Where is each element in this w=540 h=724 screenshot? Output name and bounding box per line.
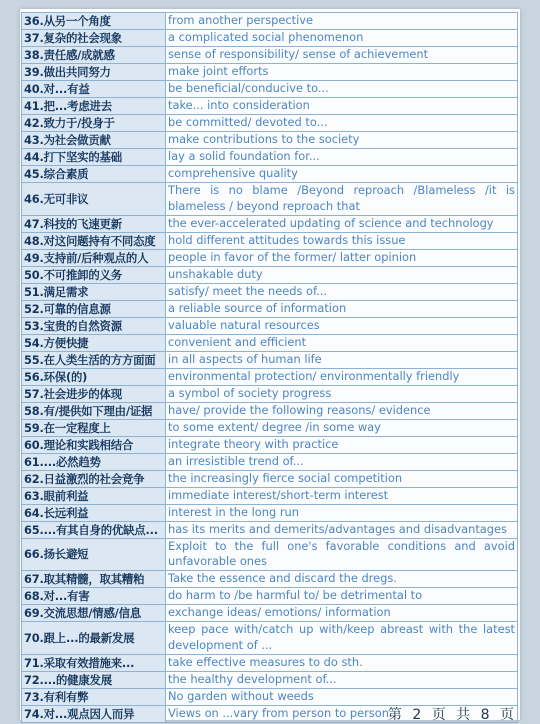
english-phrase: exchange ideas/ emotions/ information bbox=[166, 605, 518, 622]
english-phrase: No garden without weeds bbox=[166, 688, 518, 705]
table-row bbox=[22, 334, 518, 351]
english-phrase: the increasingly fierce social competition bbox=[166, 470, 518, 487]
english-phrase: Exploit to the full one's favorable conditions and avoid unfavorable ones bbox=[166, 538, 518, 571]
chinese-phrase: 63.眼前利益 bbox=[22, 487, 166, 504]
chinese-phrase: 59.在一定程度上 bbox=[22, 419, 166, 436]
table-row bbox=[22, 470, 518, 487]
english-phrase: satisfy/ meet the needs of... bbox=[166, 283, 518, 300]
english-phrase: sense of responsibility/ sense of achievement bbox=[166, 47, 518, 64]
chinese-phrase: 61....必然趋势 bbox=[22, 453, 166, 470]
chinese-phrase: 70.跟上...的最新发展 bbox=[22, 622, 166, 655]
chinese-phrase: 69.交流思想/情感/信息 bbox=[22, 605, 166, 622]
vocabulary-table-body bbox=[22, 13, 518, 723]
chinese-phrase: 54.方便快捷 bbox=[22, 334, 166, 351]
english-phrase: be beneficial/conducive to... bbox=[166, 81, 518, 98]
table-row bbox=[22, 30, 518, 47]
table-row bbox=[22, 132, 518, 149]
table-row bbox=[22, 81, 518, 98]
table-row bbox=[22, 419, 518, 436]
table-row bbox=[22, 504, 518, 521]
table-row bbox=[22, 300, 518, 317]
english-phrase: a reliable source of information bbox=[166, 300, 518, 317]
chinese-phrase: 39.做出共同努力 bbox=[22, 64, 166, 81]
chinese-phrase: 74.对...观点因人而异 bbox=[22, 705, 166, 722]
table-row bbox=[22, 64, 518, 81]
document-page bbox=[20, 9, 520, 720]
table-row bbox=[22, 487, 518, 504]
chinese-phrase: 49.支持前/后种观点的人 bbox=[22, 249, 166, 266]
english-phrase: make joint efforts bbox=[166, 64, 518, 81]
chinese-phrase: 57.社会进步的体现 bbox=[22, 385, 166, 402]
english-phrase: environmental protection/ environmentally friendly bbox=[166, 368, 518, 385]
chinese-phrase: 67.取其精髓，取其糟粕 bbox=[22, 571, 166, 588]
chinese-phrase: 45.综合素质 bbox=[22, 166, 166, 183]
english-phrase: a symbol of society progress bbox=[166, 385, 518, 402]
chinese-phrase: 58.有/提供如下理由/证据 bbox=[22, 402, 166, 419]
table-row bbox=[22, 453, 518, 470]
table-row bbox=[22, 605, 518, 622]
vocabulary-table bbox=[21, 12, 518, 723]
english-phrase: integrate theory with practice bbox=[166, 436, 518, 453]
table-row bbox=[22, 232, 518, 249]
chinese-phrase: 66.扬长避短 bbox=[22, 538, 166, 571]
table-row bbox=[22, 538, 518, 571]
chinese-phrase: 46.无可非议 bbox=[22, 183, 166, 216]
chinese-phrase: 42.致力于/投身于 bbox=[22, 115, 166, 132]
english-phrase: do harm to /be harmful to/ be detrimental to bbox=[166, 588, 518, 605]
page-indicator: 第 2 页 共 8 页 bbox=[387, 707, 517, 723]
chinese-phrase: 56.环保(的) bbox=[22, 368, 166, 385]
english-phrase: keep pace with/catch up with/keep abreast with the latest development of ... bbox=[166, 622, 518, 655]
chinese-phrase: 71.采取有效措施来... bbox=[22, 654, 166, 671]
table-row bbox=[22, 266, 518, 283]
english-phrase: the healthy development of... bbox=[166, 671, 518, 688]
chinese-phrase: 47.科技的飞速更新 bbox=[22, 215, 166, 232]
english-phrase: take... into consideration bbox=[166, 98, 518, 115]
table-row bbox=[22, 571, 518, 588]
english-phrase: interest in the long run bbox=[166, 504, 518, 521]
table-row bbox=[22, 521, 518, 538]
table-row bbox=[22, 249, 518, 266]
english-phrase: have/ provide the following reasons/ evidence bbox=[166, 402, 518, 419]
chinese-phrase: 73.有利有弊 bbox=[22, 688, 166, 705]
table-row bbox=[22, 622, 518, 655]
english-phrase: lay a solid foundation for... bbox=[166, 149, 518, 166]
english-phrase: unshakable duty bbox=[166, 266, 518, 283]
table-row bbox=[22, 385, 518, 402]
table-row bbox=[22, 47, 518, 64]
table-row bbox=[22, 13, 518, 30]
english-phrase: hold different attitudes towards this issue bbox=[166, 232, 518, 249]
chinese-phrase: 62.日益激烈的社会竞争 bbox=[22, 470, 166, 487]
english-phrase: be committed/ devoted to... bbox=[166, 115, 518, 132]
english-phrase: to some extent/ degree /in some way bbox=[166, 419, 518, 436]
english-phrase: people in favor of the former/ latter opinion bbox=[166, 249, 518, 266]
chinese-phrase: 44.打下坚实的基础 bbox=[22, 149, 166, 166]
chinese-phrase: 38.责任感/成就感 bbox=[22, 47, 166, 64]
english-phrase: the ever-accelerated updating of science and technology bbox=[166, 215, 518, 232]
chinese-phrase: 72....的健康发展 bbox=[22, 671, 166, 688]
chinese-phrase: 64.长远利益 bbox=[22, 504, 166, 521]
chinese-phrase: 52.可靠的信息源 bbox=[22, 300, 166, 317]
english-phrase: valuable natural resources bbox=[166, 317, 518, 334]
english-phrase: immediate interest/short-term interest bbox=[166, 487, 518, 504]
chinese-phrase: 41.把...考虑进去 bbox=[22, 98, 166, 115]
chinese-phrase: 53.宝贵的自然资源 bbox=[22, 317, 166, 334]
chinese-phrase: 36.从另一个角度 bbox=[22, 13, 166, 30]
chinese-phrase: 37.复杂的社会现象 bbox=[22, 30, 166, 47]
chinese-phrase: 50.不可推卸的义务 bbox=[22, 266, 166, 283]
english-phrase: Views on ...vary from person to person. bbox=[166, 705, 518, 722]
table-row bbox=[22, 588, 518, 605]
chinese-phrase: 68.对...有害 bbox=[22, 588, 166, 605]
table-row bbox=[22, 215, 518, 232]
chinese-phrase: 43.为社会做贡献 bbox=[22, 132, 166, 149]
chinese-phrase: 55.在人类生活的方方面面 bbox=[22, 351, 166, 368]
english-phrase: a complicated social phenomenon bbox=[166, 30, 518, 47]
table-row bbox=[22, 351, 518, 368]
table-row bbox=[22, 183, 518, 216]
english-phrase: an irresistible trend of... bbox=[166, 453, 518, 470]
english-phrase: comprehensive quality bbox=[166, 166, 518, 183]
english-phrase: from another perspective bbox=[166, 13, 518, 30]
chinese-phrase: 65....有其自身的优缺点... bbox=[22, 521, 166, 538]
table-row bbox=[22, 98, 518, 115]
table-row bbox=[22, 166, 518, 183]
chinese-phrase: 48.对这问题持有不同态度 bbox=[22, 232, 166, 249]
english-phrase: convenient and efficient bbox=[166, 334, 518, 351]
chinese-phrase: 51.满足需求 bbox=[22, 283, 166, 300]
english-phrase: has its merits and demerits/advantages and disadvantages bbox=[166, 521, 518, 538]
table-row bbox=[22, 402, 518, 419]
table-row bbox=[22, 283, 518, 300]
table-row bbox=[22, 115, 518, 132]
english-phrase: make contributions to the society bbox=[166, 132, 518, 149]
english-phrase: There is no blame /Beyond reproach /Blameless /it is blameless / beyond reproach that bbox=[166, 183, 518, 216]
table-row bbox=[22, 654, 518, 671]
table-row bbox=[22, 671, 518, 688]
chinese-phrase: 60.理论和实践相结合 bbox=[22, 436, 166, 453]
table-row bbox=[22, 688, 518, 705]
english-phrase: take effective measures to do sth. bbox=[166, 654, 518, 671]
table-row bbox=[22, 368, 518, 385]
chinese-phrase: 40.对...有益 bbox=[22, 81, 166, 98]
table-row bbox=[22, 317, 518, 334]
table-row bbox=[22, 436, 518, 453]
english-phrase: in all aspects of human life bbox=[166, 351, 518, 368]
english-phrase: Take the essence and discard the dregs. bbox=[166, 571, 518, 588]
table-row bbox=[22, 149, 518, 166]
